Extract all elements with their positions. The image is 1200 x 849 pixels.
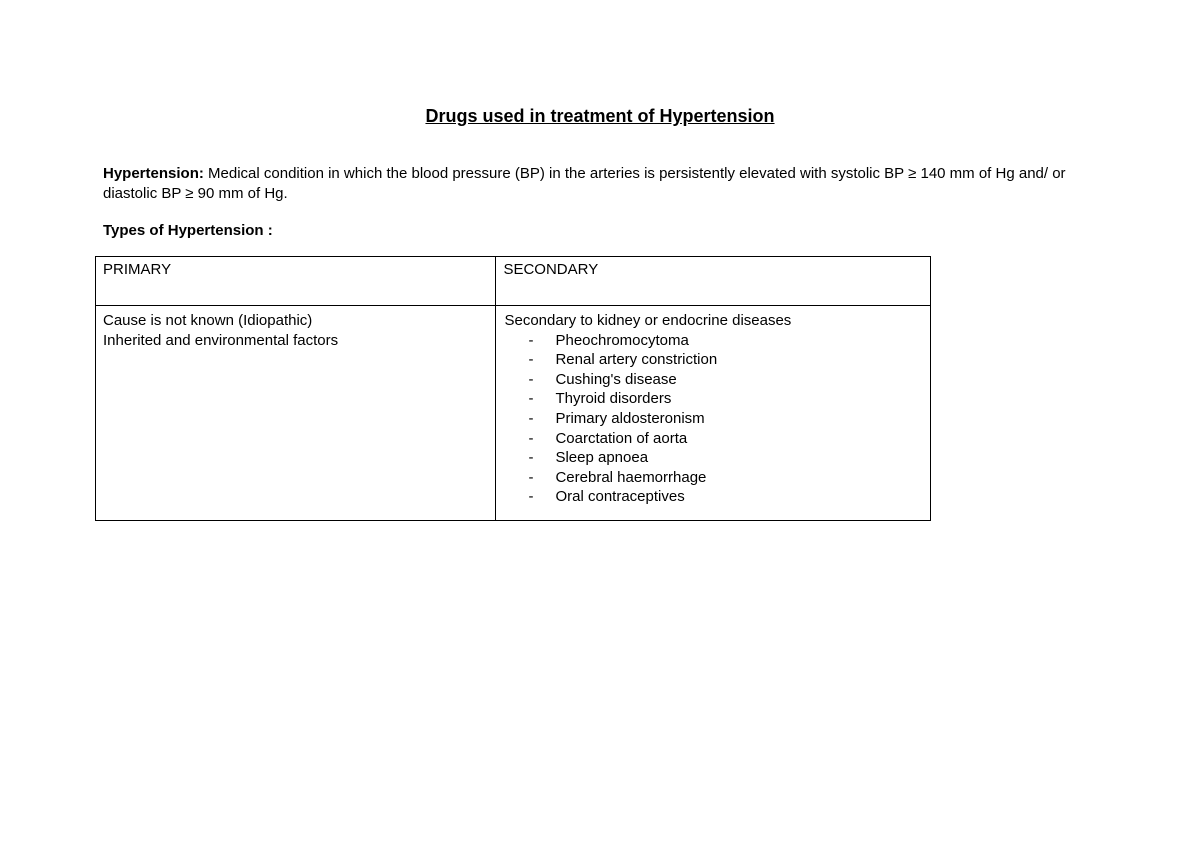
list-item-text: Primary aldosteronism [555, 409, 705, 427]
dash-bullet: - [528, 429, 534, 447]
list-item [504, 487, 930, 507]
definition-text: Medical condition in which the blood pressure (BP) in the arteries is persistently elevated with systolic BP ≥ 140 mm of Hg and/ or diastolic BP ≥ 90 mm of Hg. [103, 165, 1066, 202]
list-item [504, 448, 930, 468]
list-item-text: Cerebral haemorrhage [555, 468, 707, 486]
primary-header-cell: PRIMARY [96, 257, 496, 306]
secondary-header-cell: SECONDARY [496, 257, 931, 306]
list-item [504, 370, 930, 390]
list-item [504, 331, 930, 351]
primary-cause-line: Inherited and environmental factors [103, 331, 339, 349]
list-item-text: Oral contraceptives [555, 488, 685, 506]
dash-bullet: - [528, 331, 534, 349]
list-item [504, 350, 930, 370]
list-item [504, 468, 930, 488]
list-item-text: Pheochromocytoma [555, 331, 689, 349]
definition-term: Hypertension: [103, 165, 204, 182]
dash-bullet: - [528, 449, 534, 467]
dash-bullet: - [528, 488, 534, 506]
list-item [504, 429, 930, 449]
dash-bullet: - [528, 390, 534, 408]
list-item-text: Thyroid disorders [555, 390, 672, 408]
list-item-text: Renal artery constriction [555, 351, 718, 369]
table-header-row [96, 257, 931, 306]
primary-causes-cell [96, 306, 496, 521]
list-item-text: Cushing's disease [555, 370, 677, 388]
table-body-row [96, 306, 931, 521]
secondary-intro: Secondary to kidney or endocrine diseases [504, 312, 792, 329]
hypertension-definition [103, 164, 1113, 204]
types-heading: Types of Hypertension : [103, 222, 273, 239]
dash-bullet: - [528, 351, 534, 369]
hypertension-types-table [95, 256, 931, 521]
dash-bullet: - [528, 468, 534, 486]
dash-bullet: - [528, 409, 534, 427]
list-item-text: Coarctation of aorta [555, 429, 688, 447]
dash-bullet: - [528, 370, 534, 388]
page-title: Drugs used in treatment of Hypertension [425, 106, 775, 126]
list-item [504, 389, 930, 409]
secondary-cause-list [504, 331, 930, 507]
secondary-causes-cell [496, 306, 931, 521]
primary-cause-line: Cause is not known (Idiopathic) [103, 312, 313, 329]
list-item [504, 409, 930, 429]
list-item-text: Sleep apnoea [555, 449, 649, 467]
